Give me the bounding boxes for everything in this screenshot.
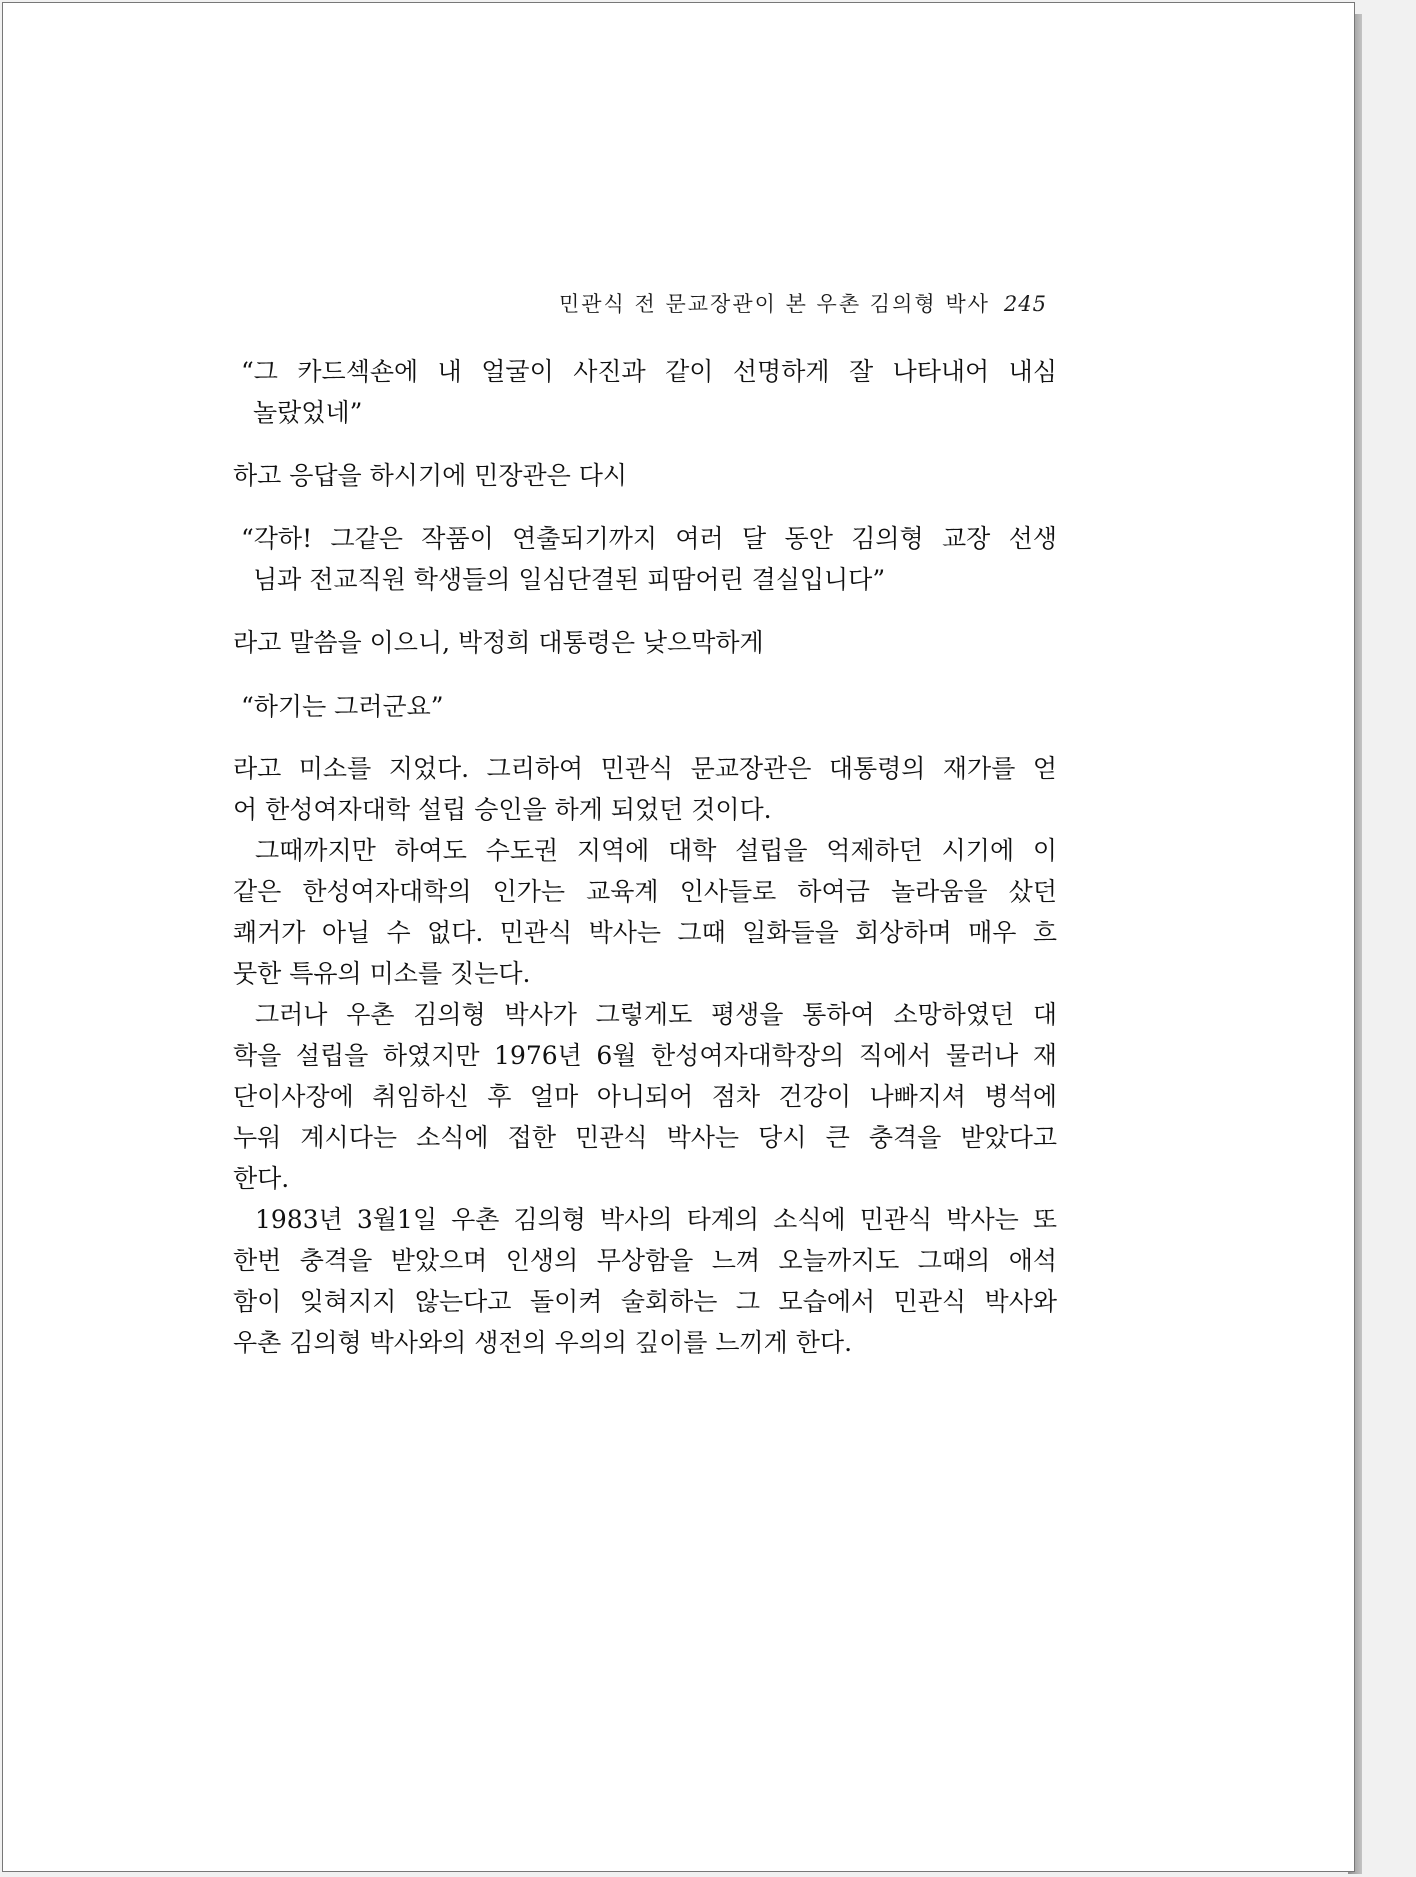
text-line: “하기는 그러군요” xyxy=(241,692,444,721)
page-number: 245 xyxy=(1003,292,1047,316)
text-line: 우촌 김의형 박사와의 생전의 우의의 깊이를 느끼게 한다. xyxy=(233,1328,853,1357)
text-line: 한다. xyxy=(233,1164,290,1193)
text-line: 라고 말씀을 이으니, 박정희 대통령은 낮으막하게 xyxy=(233,628,764,657)
text-line: 쾌거가 아닐 수 없다. 민관식 박사는 그때 일화들을 회상하며 매우 흐 xyxy=(233,918,1057,947)
running-header xyxy=(233,289,1047,319)
text-line: 학을 설립을 하였지만 1976년 6월 한성여자대학장의 직에서 물러나 재 xyxy=(233,1041,1057,1070)
text-line: 그때까지만 하여도 수도권 지역에 대학 설립을 억제하던 시기에 이 xyxy=(255,836,1057,865)
text-line: 그러나 우촌 김의형 박사가 그렇게도 평생을 통하여 소망하였던 대 xyxy=(255,1000,1057,1029)
text-line: 1983년 3월1일 우촌 김의형 박사의 타계의 소식에 민관식 박사는 또 xyxy=(255,1205,1057,1234)
text-line: 누워 계시다는 소식에 접한 민관식 박사는 당시 큰 충격을 받았다고 xyxy=(233,1123,1057,1152)
text-line: 라고 미소를 지었다. 그리하여 민관식 문교장관은 대통령의 재가를 얻 xyxy=(233,754,1057,783)
running-title: 민관식 전 문교장관이 본 우촌 김의형 박사 xyxy=(558,292,990,316)
book-page xyxy=(2,2,1355,1872)
text-line: “각하! 그같은 작품이 연출되기까지 여러 달 동안 김의형 교장 선생 xyxy=(241,524,1057,553)
text-line: 님과 전교직원 학생들의 일심단결된 피땀어린 결실입니다” xyxy=(253,565,886,594)
text-line: 한번 충격을 받았으며 인생의 무상함을 느껴 오늘까지도 그때의 애석 xyxy=(233,1246,1057,1275)
text-line: 하고 응답을 하시기에 민장관은 다시 xyxy=(233,461,628,490)
text-line: 뭇한 특유의 미소를 짓는다. xyxy=(233,959,531,988)
text-line: 단이사장에 취임하신 후 얼마 아니되어 점차 건강이 나빠지셔 병석에 xyxy=(233,1082,1057,1111)
text-line: 같은 한성여자대학의 인가는 교육계 인사들로 하여금 놀라움을 샀던 xyxy=(233,877,1057,906)
text-line: “그 카드섹숀에 내 얼굴이 사진과 같이 선명하게 잘 나타내어 내심 xyxy=(241,357,1057,386)
text-line: 함이 잊혀지지 않는다고 돌이켜 술회하는 그 모습에서 민관식 박사와 xyxy=(233,1287,1057,1316)
text-line: 어 한성여자대학 설립 승인을 하게 되었던 것이다. xyxy=(233,795,772,824)
text-line: 놀랐었네” xyxy=(253,398,363,427)
